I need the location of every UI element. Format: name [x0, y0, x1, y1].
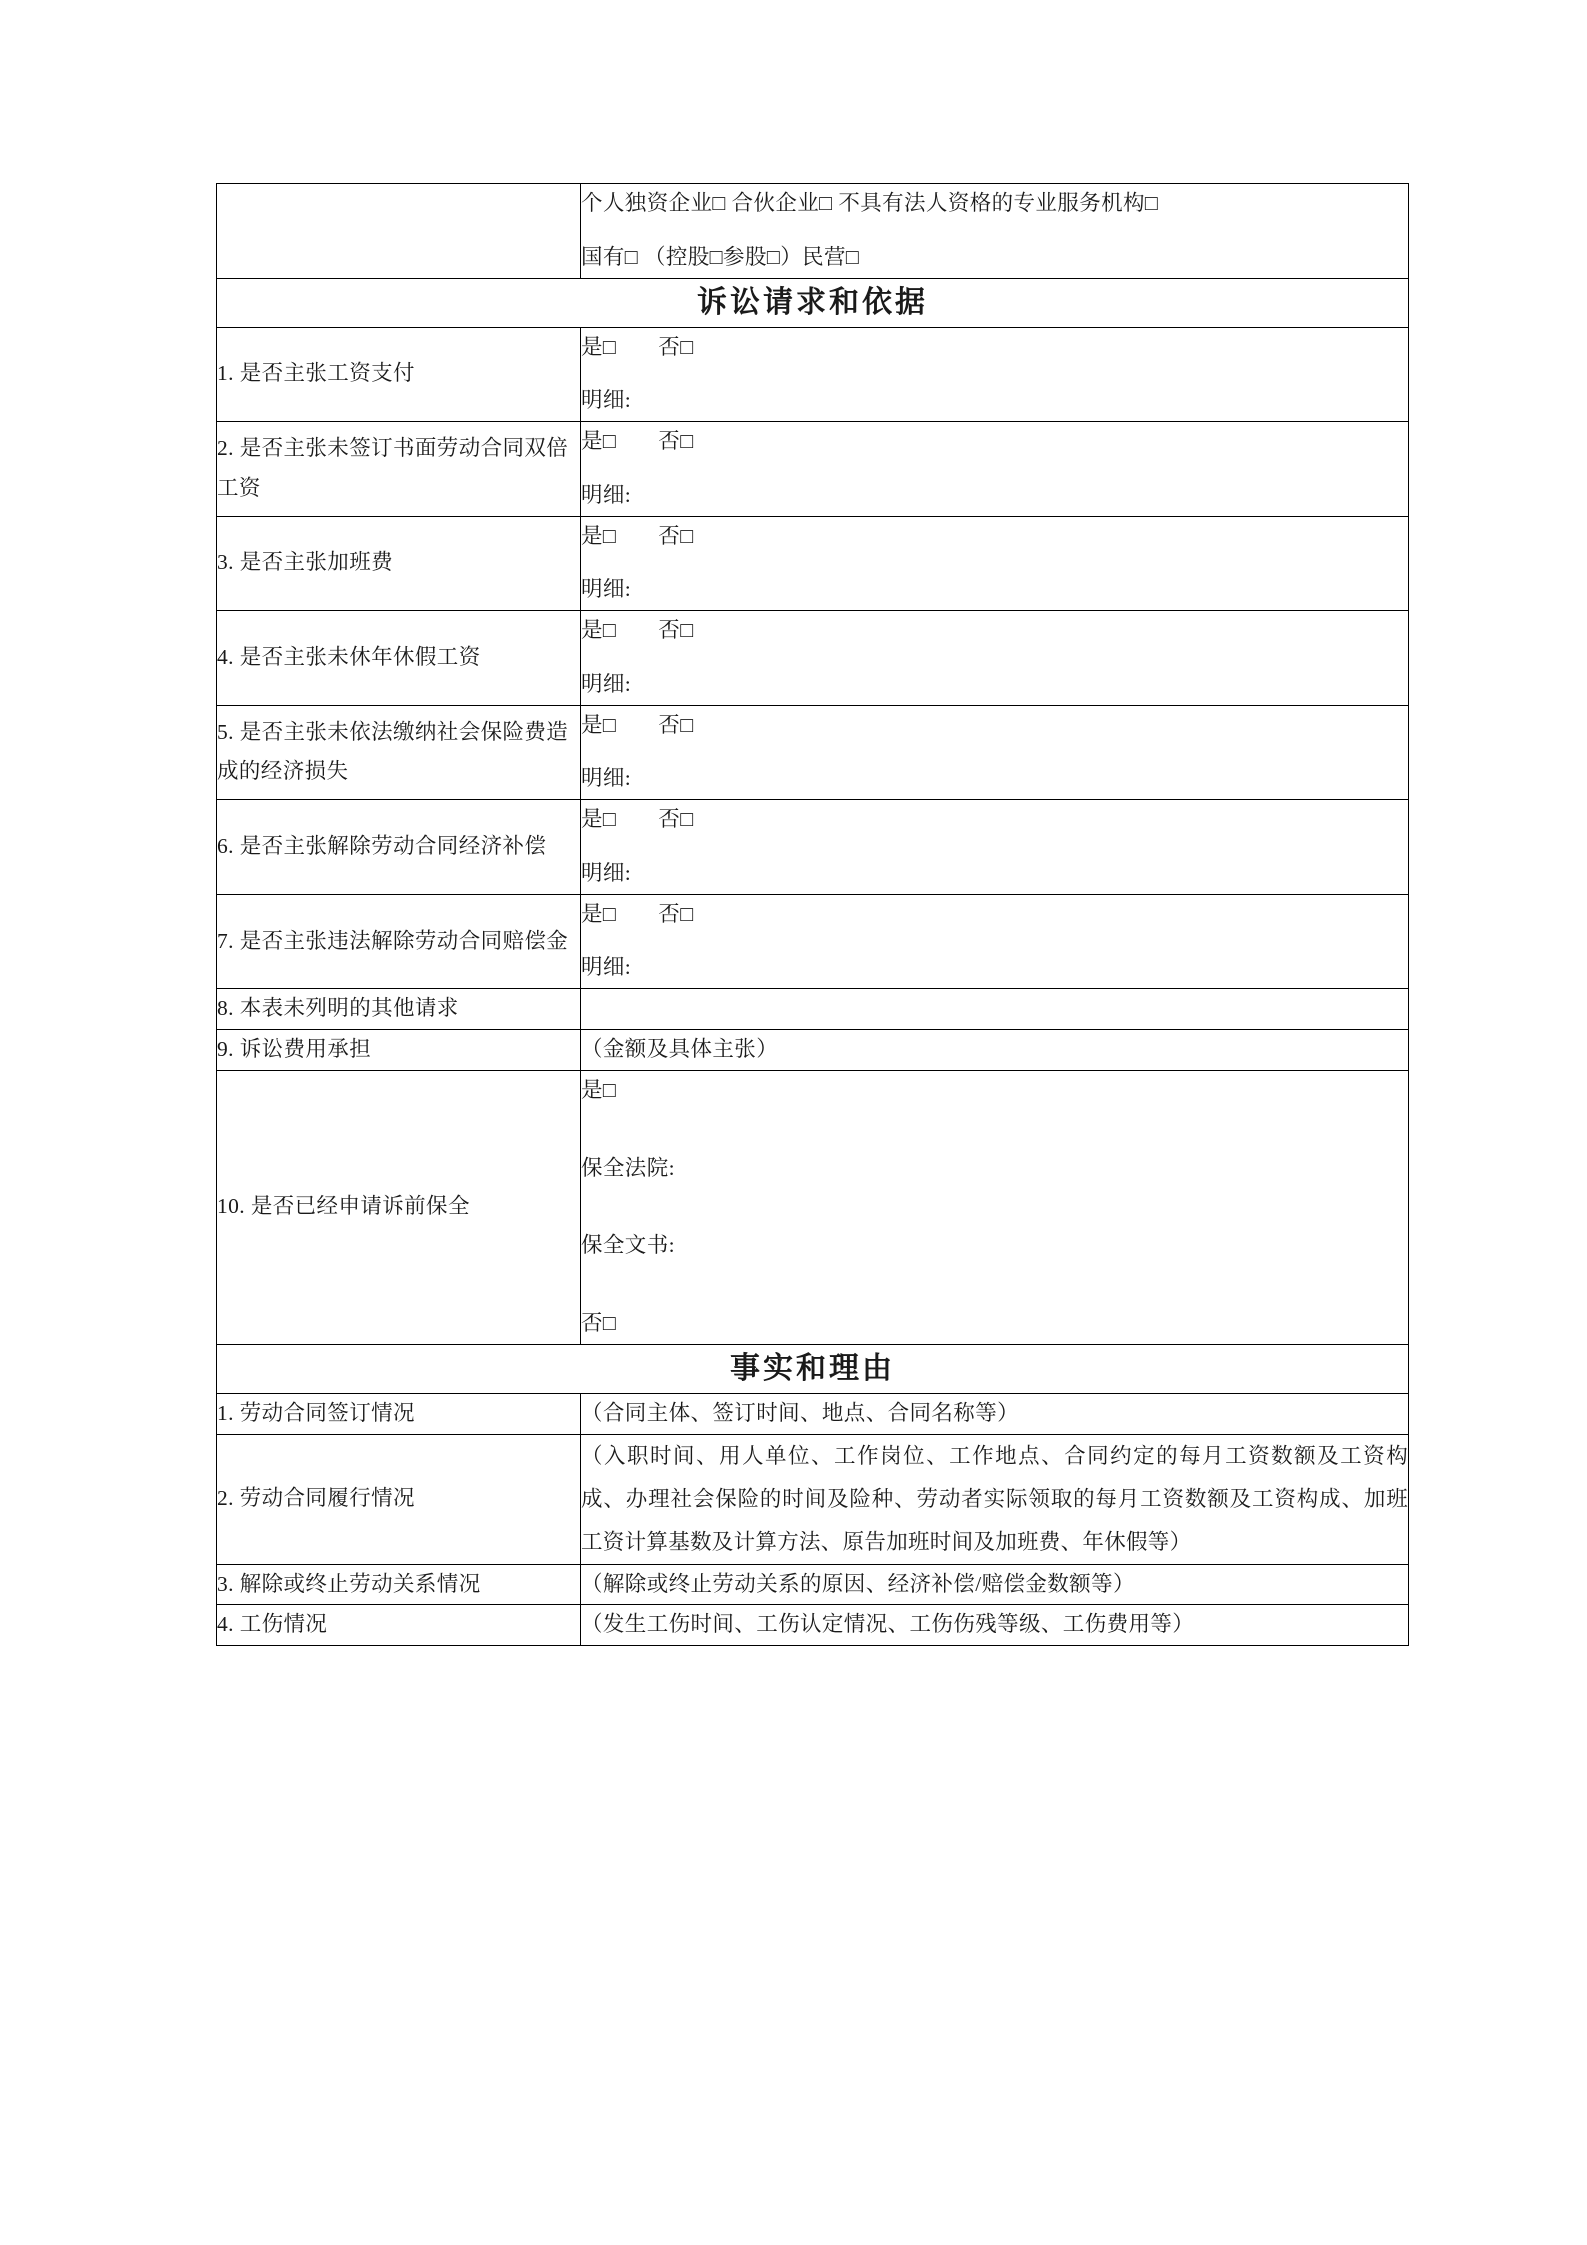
claim-9-value-cell[interactable]: （金额及具体主张）	[581, 1030, 1409, 1071]
section-heading-facts: 事实和理由	[217, 1344, 1409, 1393]
table-row-claims-heading	[217, 278, 1409, 327]
claim-7-yes-checkbox[interactable]: 是□	[581, 901, 617, 926]
claim-3-detail-label[interactable]: 明细:	[581, 577, 632, 602]
claim-5-detail-label[interactable]: 明细:	[581, 766, 632, 791]
claim-2-value-cell	[581, 422, 1409, 517]
claim-6-yes-checkbox[interactable]: 是□	[581, 807, 617, 832]
table-row-claim-6	[217, 800, 1409, 895]
table-row-fact-2	[217, 1434, 1409, 1564]
claim-6-yesno	[581, 800, 1408, 840]
claim-4-value-cell	[581, 611, 1409, 706]
table-row-claim-3	[217, 516, 1409, 611]
claim-7-value-cell	[581, 894, 1409, 989]
claim-3-yesno	[581, 517, 1408, 557]
fact-4-label: 4. 工伤情况	[217, 1605, 581, 1646]
claim-5-yes-checkbox[interactable]: 是□	[581, 712, 617, 737]
fact-1-label: 1. 劳动合同签订情况	[217, 1393, 581, 1434]
claim-5-yesno	[581, 706, 1408, 746]
table-row-claim-4	[217, 611, 1409, 706]
table-row-claim-5	[217, 705, 1409, 800]
claim-6-detail-label[interactable]: 明细:	[581, 860, 632, 885]
table-row-claim-10	[217, 1070, 1409, 1344]
claim-1-no-checkbox[interactable]: 否□	[658, 334, 694, 359]
claim-7-yesno	[581, 895, 1408, 935]
claim-5-label: 5. 是否主张未依法缴纳社会保险费造成的经济损失	[217, 705, 581, 800]
fact-3-label: 3. 解除或终止劳动关系情况	[217, 1564, 581, 1605]
claim-3-no-checkbox[interactable]: 否□	[658, 523, 694, 548]
enterprise-type-line-1[interactable]: 个人独资企业□ 合伙企业□ 不具有法人资格的专业服务机构□	[581, 191, 1159, 215]
claim-1-label: 1. 是否主张工资支付	[217, 327, 581, 422]
fact-2-value-cell[interactable]: （入职时间、用人单位、工作岗位、工作地点、合同约定的每月工资数额及工资构成、办理社会保险的时间及险种、劳动者实际领取的每月工资数额及工资构成、加班工资计算基数及计算方法、原告加班时间及加班费、年休假等）	[581, 1434, 1409, 1564]
table-row-facts-heading	[217, 1344, 1409, 1393]
enterprise-type-value-cell	[581, 184, 1409, 279]
table-row-claim-8	[217, 989, 1409, 1030]
enterprise-type-label-cell	[217, 184, 581, 279]
claim-3-label: 3. 是否主张加班费	[217, 516, 581, 611]
claim-10-no-checkbox[interactable]: 否□	[581, 1311, 617, 1336]
enterprise-type-line-2[interactable]: 国有□ （控股□参股□）民营□	[581, 244, 860, 269]
claim-2-yes-checkbox[interactable]: 是□	[581, 429, 617, 454]
table-row-claim-9	[217, 1030, 1409, 1071]
claim-10-label: 10. 是否已经申请诉前保全	[217, 1070, 581, 1344]
claim-2-no-checkbox[interactable]: 否□	[658, 429, 694, 454]
claim-2-yesno	[581, 422, 1408, 462]
claim-9-label: 9. 诉讼费用承担	[217, 1030, 581, 1071]
claim-2-label: 2. 是否主张未签订书面劳动合同双倍工资	[217, 422, 581, 517]
table-row-fact-4	[217, 1605, 1409, 1646]
claim-1-detail-label[interactable]: 明细:	[581, 388, 632, 413]
table-row-claim-7	[217, 894, 1409, 989]
table-row-claim-1	[217, 327, 1409, 422]
claim-4-detail-label[interactable]: 明细:	[581, 671, 632, 696]
claim-2-detail-label[interactable]: 明细:	[581, 482, 632, 507]
table-row-fact-3	[217, 1564, 1409, 1605]
claim-7-no-checkbox[interactable]: 否□	[658, 901, 694, 926]
claim-5-no-checkbox[interactable]: 否□	[658, 712, 694, 737]
fact-1-value-cell[interactable]: （合同主体、签订时间、地点、合同名称等）	[581, 1393, 1409, 1434]
claim-1-yes-checkbox[interactable]: 是□	[581, 334, 617, 359]
fact-3-value-cell[interactable]: （解除或终止劳动关系的原因、经济补偿/赔偿金数额等）	[581, 1564, 1409, 1605]
fact-2-label: 2. 劳动合同履行情况	[217, 1434, 581, 1564]
claim-3-yes-checkbox[interactable]: 是□	[581, 523, 617, 548]
fact-4-value-cell[interactable]: （发生工伤时间、工伤认定情况、工伤伤残等级、工伤费用等）	[581, 1605, 1409, 1646]
section-heading-claims: 诉讼请求和依据	[217, 278, 1409, 327]
claim-10-yes-checkbox[interactable]: 是□	[581, 1077, 617, 1102]
claim-10-value-cell	[581, 1070, 1409, 1344]
claim-7-label: 7. 是否主张违法解除劳动合同赔偿金	[217, 894, 581, 989]
complaint-form-table	[216, 183, 1409, 1646]
claim-1-value-cell	[581, 327, 1409, 422]
claim-10-document-label[interactable]: 保全文书:	[581, 1233, 675, 1258]
claim-4-label: 4. 是否主张未休年休假工资	[217, 611, 581, 706]
claim-4-yes-checkbox[interactable]: 是□	[581, 618, 617, 643]
claim-8-label: 8. 本表未列明的其他请求	[217, 989, 581, 1030]
claim-7-detail-label[interactable]: 明细:	[581, 955, 632, 980]
claim-5-value-cell	[581, 705, 1409, 800]
claim-1-yesno	[581, 328, 1408, 368]
table-row-fact-1	[217, 1393, 1409, 1434]
claim-6-label: 6. 是否主张解除劳动合同经济补偿	[217, 800, 581, 895]
form-sheet	[216, 183, 1408, 1646]
table-row-claim-2	[217, 422, 1409, 517]
claim-4-no-checkbox[interactable]: 否□	[658, 618, 694, 643]
claim-6-no-checkbox[interactable]: 否□	[658, 807, 694, 832]
table-row-enterprise-type	[217, 184, 1409, 279]
claim-4-yesno	[581, 611, 1408, 651]
claim-8-value-cell[interactable]	[581, 989, 1409, 1030]
claim-6-value-cell	[581, 800, 1409, 895]
claim-10-court-label[interactable]: 保全法院:	[581, 1155, 675, 1180]
claim-3-value-cell	[581, 516, 1409, 611]
